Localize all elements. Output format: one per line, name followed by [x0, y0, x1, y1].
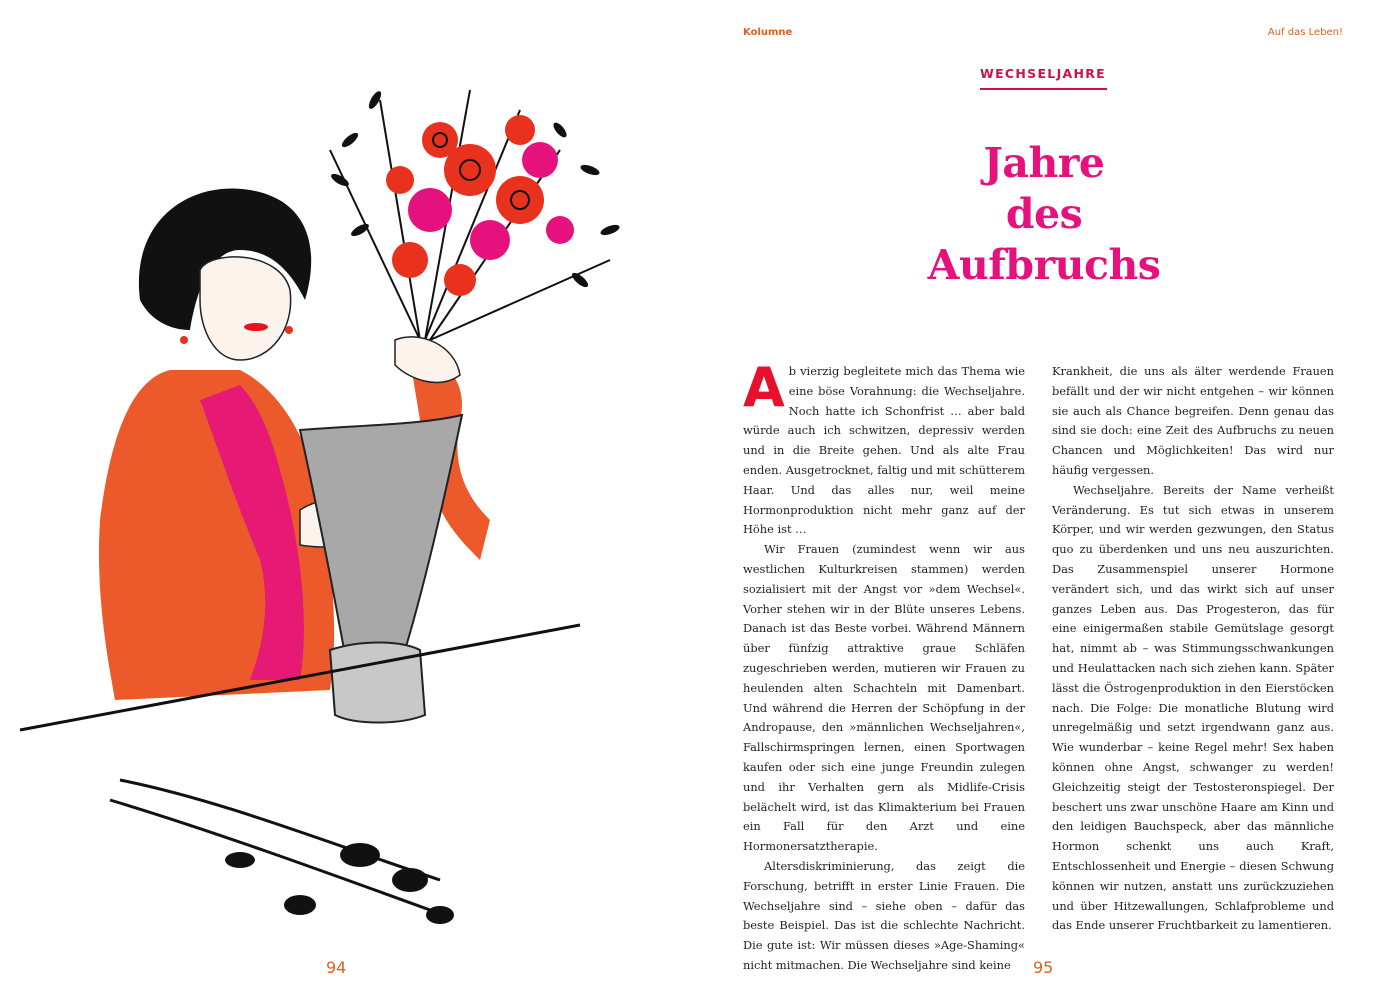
running-head-title: Auf das Leben!	[1267, 27, 1343, 38]
right-page	[690, 0, 1379, 1000]
page-number-left: 94	[326, 958, 347, 977]
running-head-section: Kolumne	[743, 27, 793, 38]
paragraph-text: b vierzig begleitete mich das Thema wie eine böse Vorahnung: die Wechseljahre. Noch hatte ich Schonfrist … aber bald würde auch ich schwitzen, depressiv werden und in die Breite gehen. Und als alte Frau enden. Ausgetrocknet, faltig und mit schütterem Haar. Und das alles nur, weil meine Hormonproduktion nicht mehr ganz auf der Höhe ist …	[743, 364, 1025, 537]
headline-line-1: Jahre	[983, 139, 1105, 187]
text-column-1	[743, 356, 1025, 976]
paragraph: Krankheit, die uns als älter werdende Frauen befällt und der wir nicht entgehen – wir können sie auch als Chance begreifen. Denn genau das sind sie doch: eine Zeit des Aufbruchs zu neuen Chancen und Möglichkeiten! Das wird nur häufig vergessen.	[1052, 364, 1334, 477]
paragraph: Wechseljahre. Bereits der Name verheißt Veränderung. Es tut sich etwas in unserem Körper, und wir werden gezwungen, den Status quo zu überdenken und uns neu auszurichten. Das Zusammenspiel unserer Hormone verändert sich, und das wirkt sich auf unser ganzes Leben aus. Das Progesteron, das für eine einigermaßen stabile Gemütslage gesorgt hat, nimmt ab – was Stimmungsschwankungen und Heulattacken nach sich ziehen kann. Später lässt die Östrogenproduktion in den Eierstöcken nach. Die Folge: Die monatliche Blutung wird unregelmäßig und setzt irgendwann ganz aus. Wie wunderbar – keine Regel mehr! Sex haben können ohne Angst, schwanger zu werden! Gleichzeitig steigt der Testosteronspiegel. Der beschert uns zwar unschöne Haare am Kinn und den leidigen Bauchspeck, aber das männliche Hormon schenkt uns auch Kraft, Entschlossenheit und Energie – diesen Schwung können wir nutzen, anstatt uns zurückzuziehen und über Hitzewallungen, Schlafprobleme und das Ende unserer Fruchtbarkeit zu lamentieren.	[1052, 482, 1334, 933]
paragraph: Altersdiskriminierung, das zeigt die Forschung, betrifft in erster Linie Frauen. Die Wechseljahre sind – siehe oben – dafür das beste Beispiel. Das ist die schlechte Nachricht. Die gute ist: Wir müssen dieses »Age-Shaming« nicht mitmachen. Die Wechseljahre sind keine	[743, 858, 1025, 972]
headline-line-2: des	[1005, 190, 1083, 238]
paragraph	[743, 356, 1025, 540]
topic-kicker: WECHSELJAHRE	[980, 66, 1107, 81]
article-headline	[880, 138, 1208, 291]
page-number-right: 95	[1033, 958, 1054, 977]
drop-cap: A	[743, 356, 785, 419]
headline-line-3: Aufbruchs	[927, 241, 1161, 289]
text-column-2	[1052, 362, 1334, 936]
kicker-underline	[980, 88, 1107, 90]
paragraph: Wir Frauen (zumindest wenn wir aus westlichen Kulturkreisen stammen) werden sozialisiert mit der Angst vor »dem Wechsel«. Vorher stehen wir in der Blüte unseres Lebens. Danach ist das Beste vorbei. Während Männern über fünfzig attraktive graue Schläfen zugeschrieben werden, mutieren wir Frauen zu heulenden alten Schachteln mit Damenbart. Und während die Herren der Schöpfung in der Andropause, den »männlichen Wechseljahren«, Fallschirmspringen lernen, einen Sportwagen kaufen oder sich eine junge Freundin zulegen und ihr Verhalten gern als Midlife-Crisis belächelt wird, ist das Klimakterium bei Frauen ein Fall für den Arzt und eine Hormonersatztherapie.	[743, 542, 1025, 854]
